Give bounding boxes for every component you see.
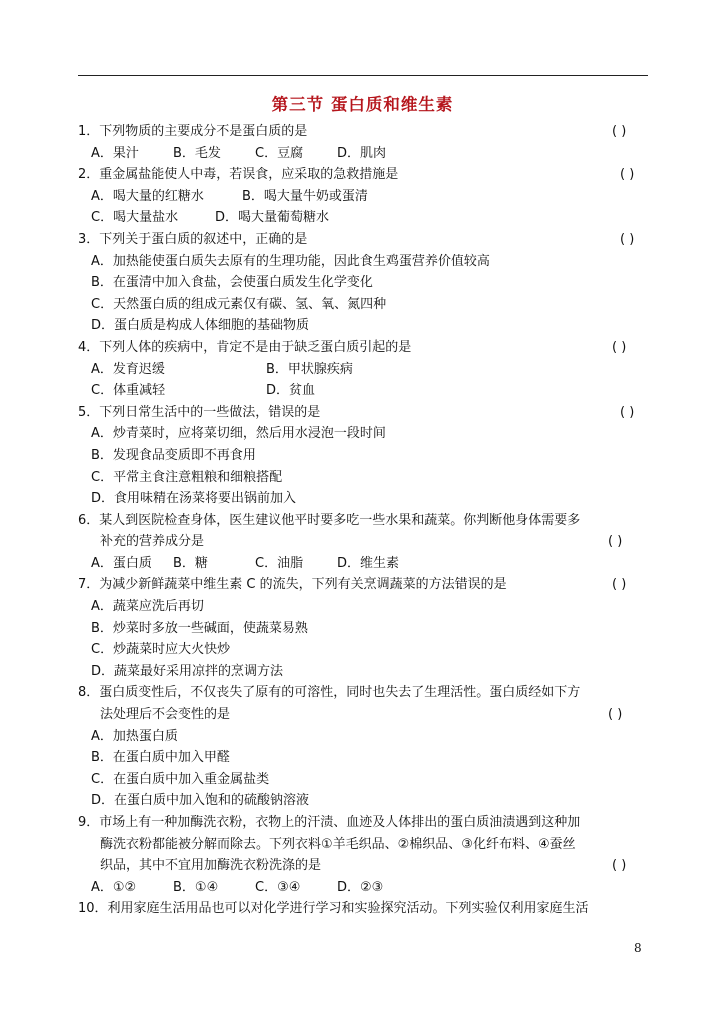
header-rule: [78, 75, 648, 76]
question-9-options: [78, 877, 648, 899]
option-a: A．蔬菜应洗后再切: [91, 599, 204, 615]
option-a: A．发育迟缓: [91, 361, 165, 377]
option-b: B．在蛋白质中加入甲醛: [91, 750, 230, 766]
option-a: A．喝大量的红糖水: [91, 188, 204, 204]
answer-paren: ( ): [620, 404, 635, 420]
question-9-stem: 9．市场上有一种加酶洗衣粉，衣物上的汗渍、血迹及人体排出的蛋白质油渍遇到这种加: [78, 815, 581, 830]
option-b: B．喝大量牛奶或蛋清: [242, 188, 368, 204]
option-d: D．蛋白质是构成人体细胞的基础物质: [91, 318, 310, 334]
option-b: B．毛发: [173, 145, 221, 161]
question-9-stem-cont: 酶洗衣粉都能被分解而除去。下列衣料①羊毛织品、②棉织品、③化纤布料、④蚕丝: [100, 836, 576, 852]
question-4-options-row2: [78, 380, 648, 402]
option-c: C．天然蛋白质的组成元素仅有碳、氢、氧、氮四种: [91, 296, 387, 312]
option-d: D．蔬菜最好采用凉拌的烹调方法: [91, 663, 284, 679]
option-b: B．甲状腺疾病: [266, 361, 353, 377]
option-c: C．体重减轻: [91, 383, 166, 399]
question-10-stem: 10．利用家庭生活用品也可以对化学进行学习和实验探究活动。下列实验仅利用家庭生活: [78, 901, 589, 917]
option-a: A．加热能使蛋白质失去原有的生理功能，因此食生鸡蛋营养价值较高: [91, 253, 490, 269]
answer-paren: ( ): [612, 858, 627, 874]
question-8-stem-cont: 法处理后不会变性的是 ( ): [78, 704, 648, 726]
question-4-options-row1: [78, 359, 648, 381]
option-d: D．肌肉: [337, 145, 387, 161]
option-a: A．果汁: [91, 145, 139, 161]
option-d: D．维生素: [337, 555, 400, 571]
page-number: 8: [634, 941, 642, 955]
answer-paren: ( ): [620, 167, 635, 183]
answer-paren: ( ): [608, 707, 623, 723]
answer-paren: ( ): [608, 534, 623, 550]
option-c: C．③④: [255, 879, 301, 895]
option-b: B．在蛋清中加入食盐，会使蛋白质发生化学变化: [91, 275, 373, 291]
question-6-stem: 6．某人到医院检查身体，医生建议他平时要多吃一些水果和蔬菜。你判断他身体需要多: [78, 512, 581, 528]
question-list: [78, 121, 648, 920]
option-b: B．①④: [173, 879, 219, 895]
option-c: C．炒蔬菜时应大火快炒: [91, 642, 231, 658]
option-a: A．加热蛋白质: [91, 728, 178, 744]
answer-paren: ( ): [612, 577, 627, 593]
question-2-stem: 2．重金属盐能使人中毒，若误食，应采取的急救措施是 ( ): [78, 164, 648, 186]
answer-paren: ( ): [612, 124, 627, 139]
question-2-options-row1: [78, 186, 648, 208]
question-9-stem-cont-2: 织品，其中不宜用加酶洗衣粉洗涤的是 ( ): [78, 855, 648, 877]
option-c: C．平常主食注意粗粮和细粮搭配: [91, 469, 283, 485]
option-c: C．豆腐: [255, 145, 304, 161]
option-d: D．喝大量葡萄糖水: [215, 210, 330, 226]
option-a: A．①②: [91, 879, 137, 895]
question-6-options: [78, 553, 648, 575]
question-2-options-row2: [78, 207, 648, 229]
option-d: D．②③: [337, 879, 384, 895]
option-a: A．蛋白质: [91, 555, 152, 571]
option-b: B．炒菜时多放一些碱面，使蔬菜易熟: [91, 620, 308, 636]
option-b: B．发现食品变质即不再食用: [91, 447, 256, 463]
option-c: C．喝大量盐水: [91, 210, 179, 226]
option-d: D．食用味精在汤菜将要出锅前加入: [91, 491, 297, 507]
option-c: C．在蛋白质中加入重金属盐类: [91, 771, 270, 787]
question-3-stem: 3．下列关于蛋白质的叙述中，正确的是 ( ): [78, 229, 648, 251]
question-6-stem-cont: 补充的营养成分是 ( ): [78, 531, 648, 553]
option-d: D．贫血: [266, 383, 316, 399]
question-5-stem: 5．下列日常生活中的一些做法，错误的是 ( ): [78, 402, 648, 424]
option-a: A．炒青菜时，应将菜切细，然后用水浸泡一段时间: [91, 426, 386, 442]
answer-paren: ( ): [620, 231, 635, 247]
question-1-options: [78, 143, 648, 165]
question-8-stem: 8．蛋白质变性后，不仅丧失了原有的可溶性，同时也失去了生理活性。蛋白质经如下方: [78, 685, 581, 701]
answer-paren: ( ): [612, 339, 627, 355]
option-b: B．糖: [173, 555, 208, 571]
section-title: 第三节 蛋白质和维生素: [271, 95, 454, 114]
question-4-stem: 4．下列人体的疾病中，肯定不是由于缺乏蛋白质引起的是 ( ): [78, 337, 648, 359]
option-d: D．在蛋白质中加入饱和的硫酸钠溶液: [91, 793, 310, 809]
question-1-stem: 1．下列物质的主要成分不是蛋白质的是 ( ): [78, 121, 648, 143]
option-c: C．油脂: [255, 555, 304, 571]
question-7-stem: 7．为减少新鲜蔬菜中维生素 C 的流失，下列有关烹调蔬菜的方法错误的是 ( ): [78, 574, 648, 596]
